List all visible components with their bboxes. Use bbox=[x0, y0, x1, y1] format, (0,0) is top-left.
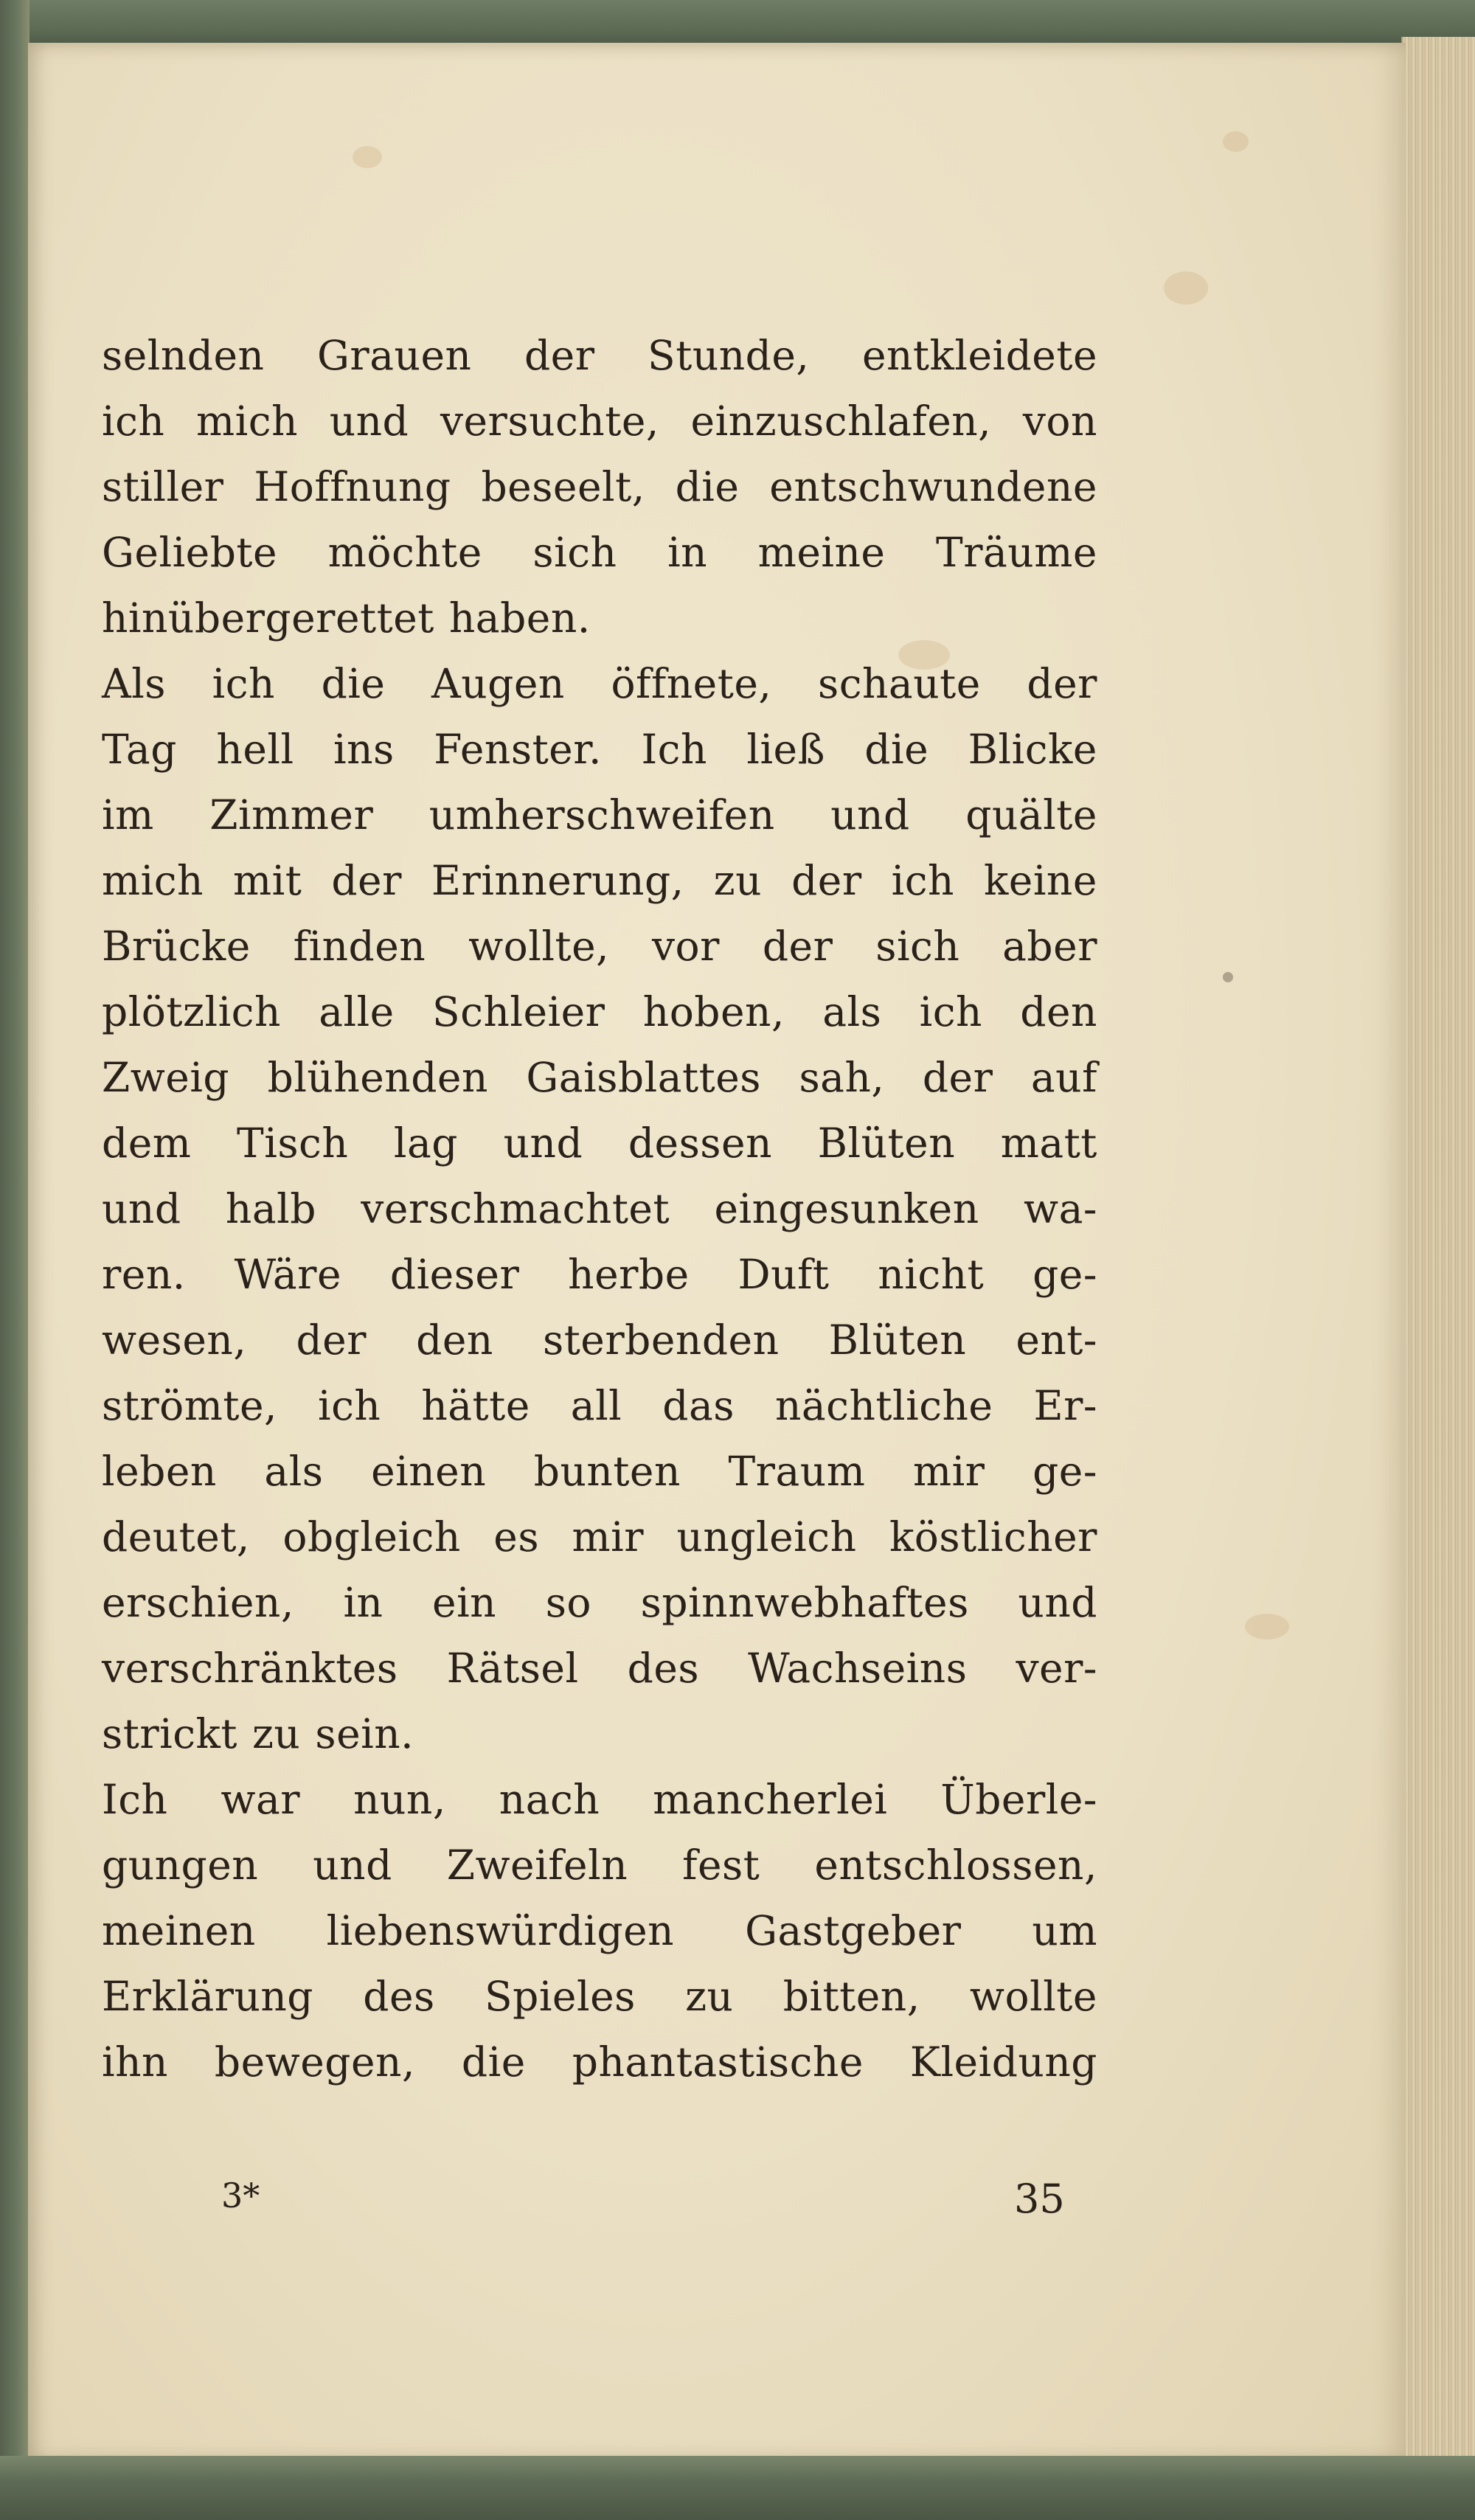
text-line: deutet, obgleich es mir ungleich köstlicher bbox=[102, 1513, 1097, 1561]
text-line: strömte, ich hätte all das nächtliche Er- bbox=[102, 1382, 1097, 1429]
signature-mark: 3* bbox=[221, 2176, 260, 2215]
text-line: ihn bewegen, die phantastische Kleidung bbox=[102, 2038, 1097, 2086]
page-edges bbox=[1401, 37, 1475, 2471]
foxing-spot bbox=[1223, 972, 1233, 982]
book-cover-top bbox=[0, 0, 1475, 44]
text-line: erschien, in ein so spinnwebhaftes und bbox=[102, 1579, 1097, 1626]
text-line: wesen, der den sterbenden Blüten ent- bbox=[102, 1316, 1097, 1364]
text-line: Brücke finden wollte, vor der sich aber bbox=[102, 923, 1097, 970]
page-number: 35 bbox=[1014, 2176, 1065, 2222]
text-line: leben als einen bunten Traum mir ge- bbox=[102, 1448, 1097, 1495]
text-line: ren. Wäre dieser herbe Duft nicht ge- bbox=[102, 1251, 1097, 1298]
text-line: dem Tisch lag und dessen Blüten matt bbox=[102, 1120, 1097, 1167]
text-line: Erklärung des Spieles zu bitten, wollte bbox=[102, 1973, 1097, 2020]
text-line: meinen liebenswürdigen Gastgeber um bbox=[102, 1907, 1097, 1954]
text-line: im Zimmer umherschweifen und quälte bbox=[102, 791, 1097, 839]
text-line: Ich war nun, nach mancherlei Überle- bbox=[102, 1776, 1097, 1823]
text-line: hinübergerettet haben. bbox=[102, 594, 591, 642]
text-line: plötzlich alle Schleier hoben, als ich den bbox=[102, 988, 1097, 1035]
text-line: Tag hell ins Fenster. Ich ließ die Blicke bbox=[102, 726, 1097, 773]
foxing-spot bbox=[1223, 131, 1249, 152]
text-line: mich mit der Erinnerung, zu der ich keine bbox=[102, 857, 1097, 904]
body-text bbox=[102, 323, 1097, 2095]
foxing-spot bbox=[353, 146, 382, 168]
foxing-spot bbox=[1245, 1614, 1289, 1639]
text-line: stiller Hoffnung beseelt, die entschwundene bbox=[102, 463, 1097, 510]
text-line: selnden Grauen der Stunde, entkleidete bbox=[102, 332, 1097, 379]
book-cover-spine bbox=[0, 0, 30, 2520]
text-line: und halb verschmachtet eingesunken wa- bbox=[102, 1185, 1097, 1232]
text-line: gungen und Zweifeln fest entschlossen, bbox=[102, 1842, 1097, 1889]
text-line: ich mich und versuchte, einzuschlafen, von bbox=[102, 398, 1097, 445]
text-line: Zweig blühenden Gaisblattes sah, der auf bbox=[102, 1054, 1097, 1101]
text-line: verschränktes Rätsel des Wachseins ver- bbox=[102, 1645, 1097, 1692]
text-line: strickt zu sein. bbox=[102, 1710, 414, 1757]
text-line: Als ich die Augen öffnete, schaute der bbox=[102, 660, 1097, 707]
book-cover-bottom bbox=[0, 2456, 1475, 2520]
foxing-spot bbox=[1164, 271, 1208, 305]
text-line: Geliebte möchte sich in meine Träume bbox=[102, 529, 1097, 576]
